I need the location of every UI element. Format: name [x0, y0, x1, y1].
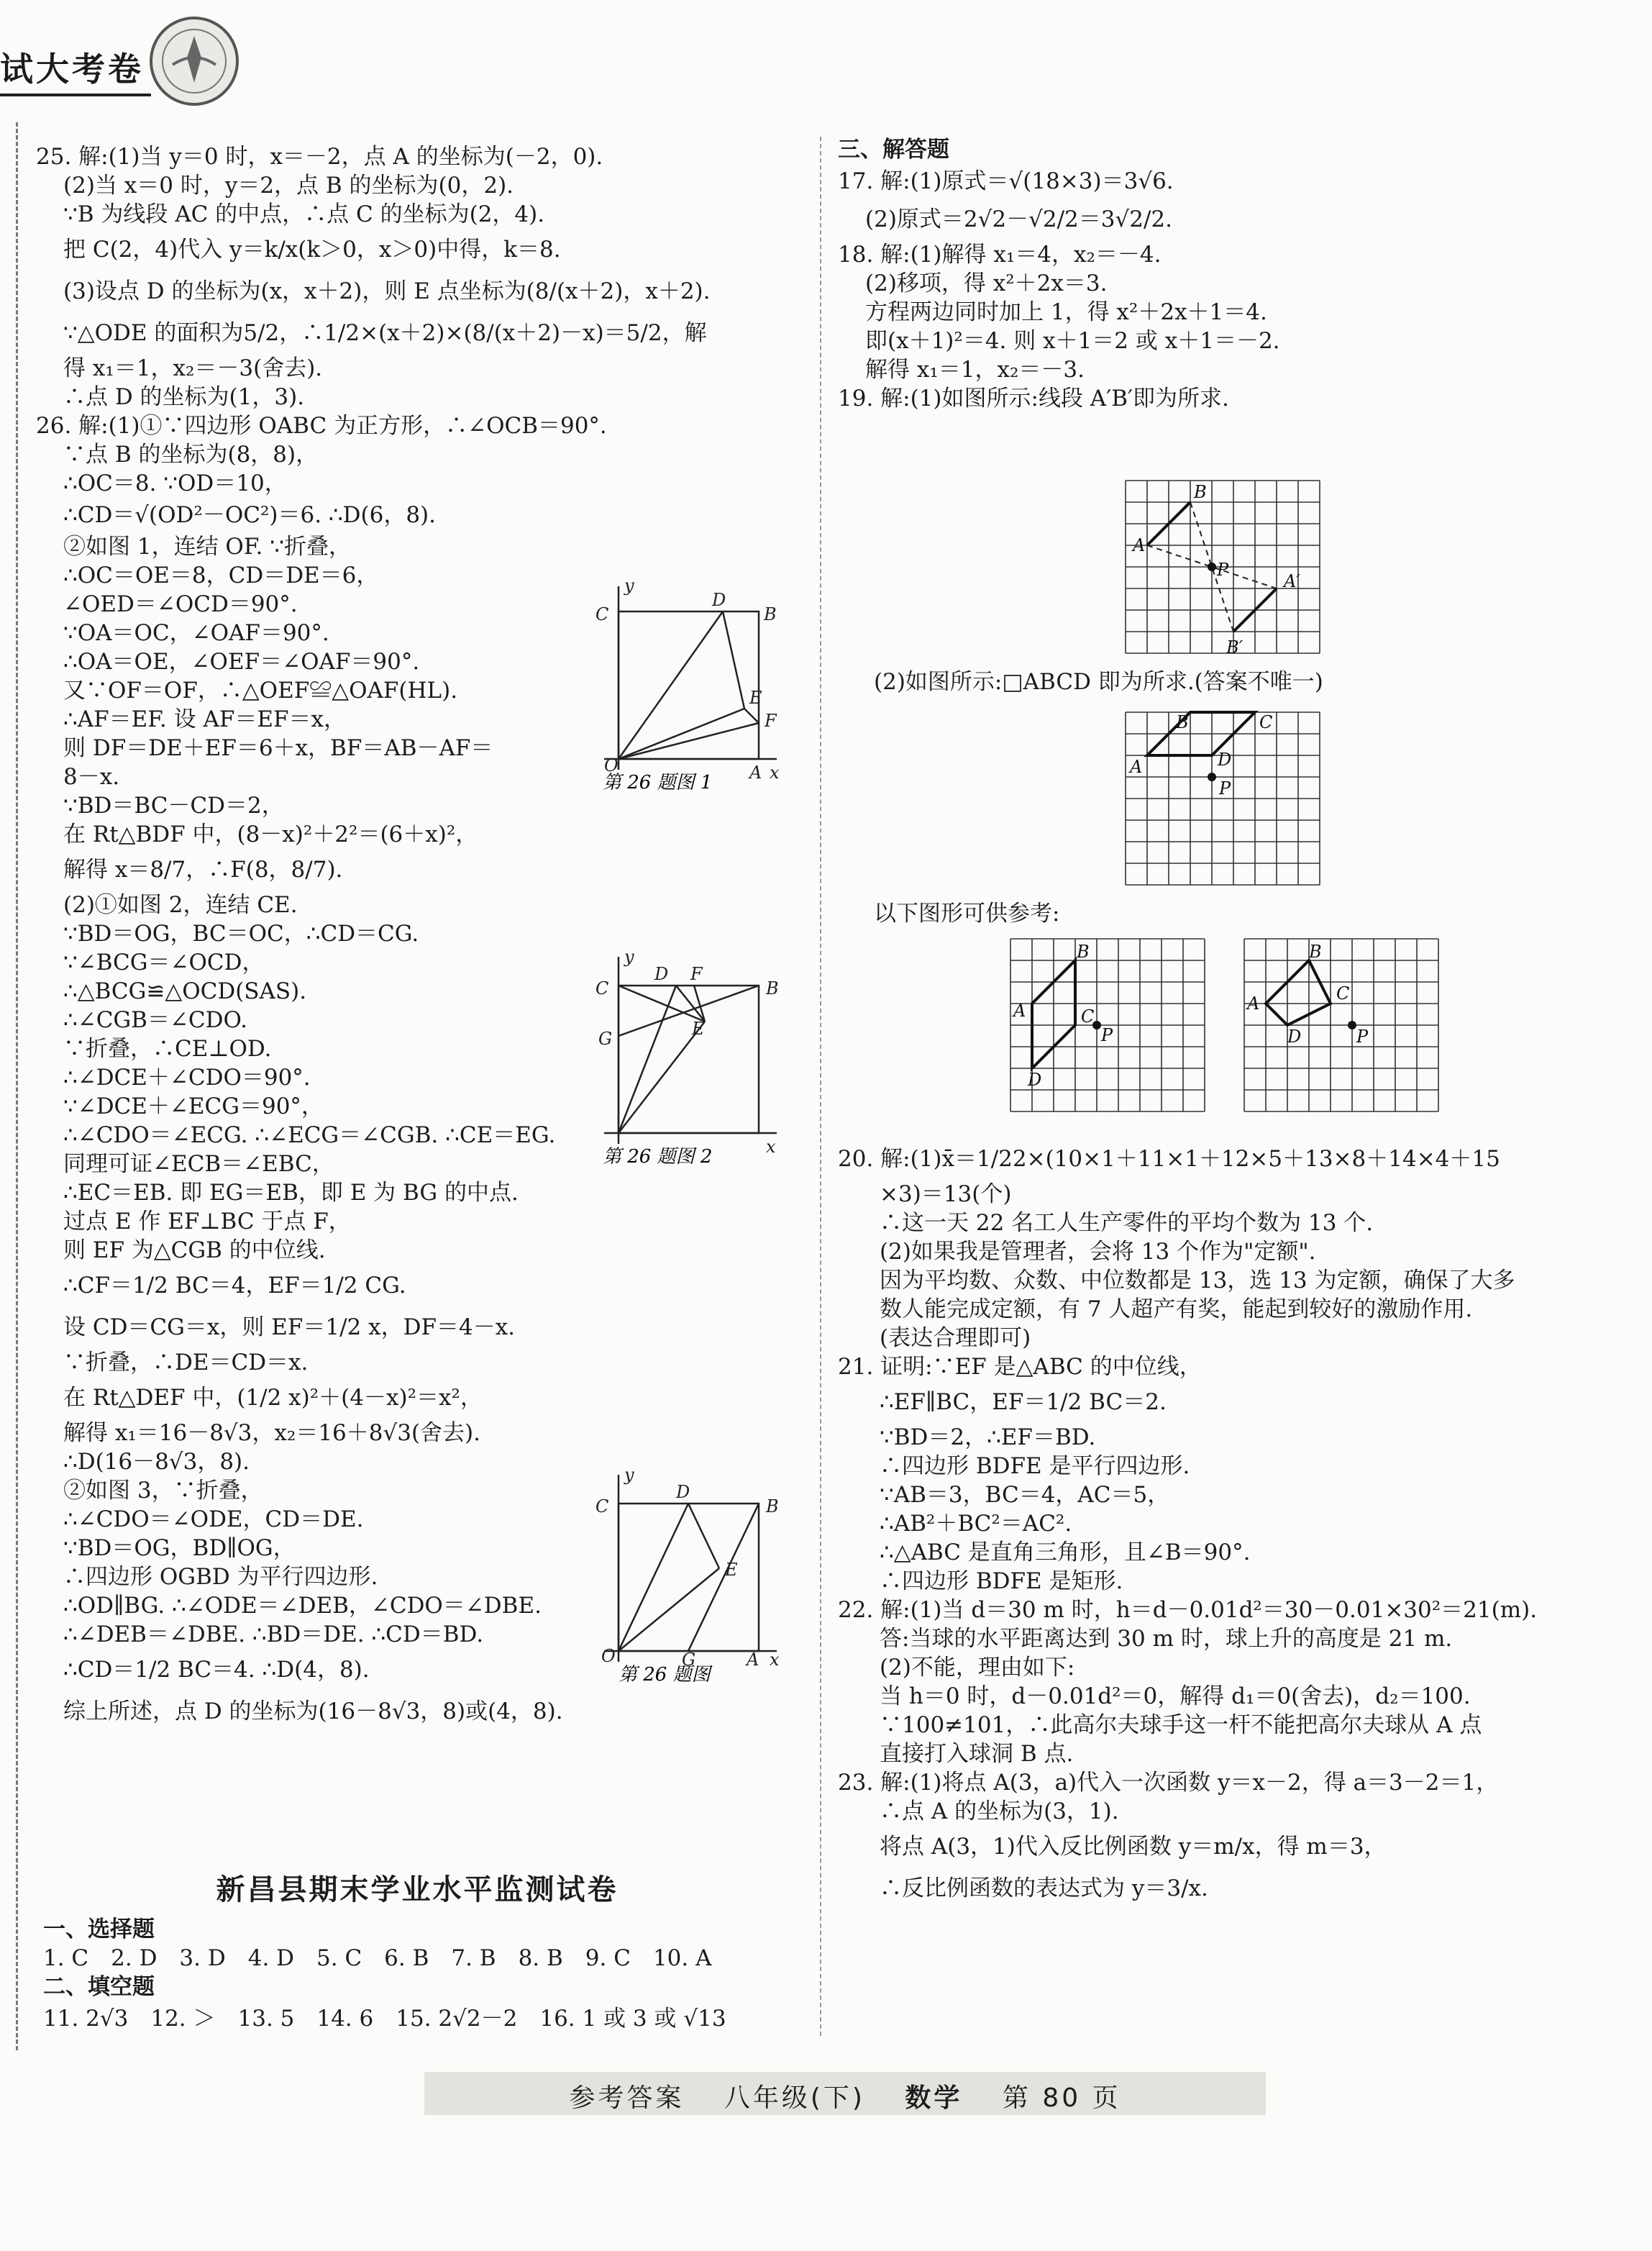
- answer-line: ∴AF＝EF. 设 AF＝EF＝x，: [63, 706, 347, 732]
- right-line-ref: [874, 899, 1629, 928]
- svg-text:B: B: [766, 978, 779, 999]
- svg-text:G: G: [598, 1029, 613, 1049]
- svg-text:B: B: [1176, 712, 1189, 732]
- answer-line: 又∵OF＝OF，∴△OEF≌△OAF(HL).: [63, 678, 458, 704]
- answer-line: ∵折叠，∴CE⊥OD.: [63, 1036, 272, 1062]
- svg-text:D: D: [712, 590, 726, 610]
- answer-line: 即(x＋1)²＝4. 则 x＋1＝2 或 x＋1＝－2.: [865, 328, 1280, 354]
- answer-line: 25. 解:(1)当 y＝0 时，x＝－2，点 A 的坐标为(－2，0).: [36, 144, 603, 170]
- answer-line: ∠OED＝∠OCD＝90°.: [63, 591, 298, 617]
- svg-text:C: C: [1081, 1006, 1095, 1027]
- answer-line: ∴△ABC 是直角三角形，且∠B＝90°.: [880, 1540, 1251, 1565]
- answer-line: ∵BD＝OG，BD∥OG，: [63, 1535, 296, 1561]
- figure-caption: 第 26 题图 2: [603, 1146, 713, 1165]
- answer-line: 答:当球的水平距离达到 30 m 时，球上升的高度是 21 m.: [880, 1626, 1453, 1652]
- answer-line: 则 DF＝DE＋EF＝6＋x，BF＝AB－AF＝: [63, 735, 493, 761]
- answer-line: 19. 解:(1)如图所示:线段 A′B′即为所求.: [838, 386, 1229, 411]
- svg-text:A: A: [1013, 1001, 1026, 1021]
- answer-line: ×3)＝13(个): [880, 1181, 1012, 1207]
- answer-line: ∵∠DCE＋∠ECG＝90°，: [63, 1093, 324, 1119]
- publisher-logo-icon: [147, 14, 241, 108]
- svg-text:x: x: [770, 1650, 780, 1670]
- answer-line: (3)设点 D 的坐标为(x，x＋2)，则 E 点坐标为(8/(x＋2)，x＋2).: [63, 278, 711, 304]
- answer-line: (2)如果我是管理者，会将 13 个作为"定额".: [880, 1239, 1316, 1265]
- svg-text:B: B: [1077, 942, 1090, 962]
- answer-line: 方程两边同时加上 1，得 x²＋2x＋1＝4.: [865, 299, 1267, 325]
- svg-text:F: F: [690, 964, 703, 984]
- answer-line: 把 C(2，4)代入 y＝k/x(k＞0，x＞0)中得，k＝8.: [63, 237, 561, 263]
- svg-text:P: P: [1101, 1025, 1113, 1045]
- svg-text:A′: A′: [1284, 571, 1300, 591]
- answer-line: 21. 证明:∵EF 是△ABC 的中位线，: [838, 1354, 1202, 1380]
- svg-text:x: x: [770, 763, 780, 783]
- exam-title: 新昌县期末学业水平监测试卷: [216, 1873, 619, 1906]
- answer-line: ∴△BCG≌△OCD(SAS).: [63, 978, 307, 1004]
- answer-line: ∵BD＝2，∴EF＝BD.: [880, 1424, 1096, 1450]
- answer-line: ∵∠BCG＝∠OCD，: [63, 950, 265, 976]
- svg-text:F: F: [765, 711, 777, 731]
- section-heading: 二、填空题: [43, 1974, 155, 2000]
- svg-text:y: y: [624, 950, 634, 967]
- answer-line: 18. 解:(1)解得 x₁＝4，x₂＝－4.: [838, 242, 1162, 268]
- svg-text:O: O: [604, 755, 619, 776]
- figure-26-1: [590, 576, 784, 791]
- section-heading: 三、解答题: [838, 137, 949, 163]
- figure-26-3: [590, 1468, 784, 1683]
- answer-line: ∴四边形 BDFE 是矩形.: [880, 1568, 1123, 1594]
- answer-line: ∴四边形 BDFE 是平行四边形.: [880, 1453, 1190, 1479]
- footer-page-number: 第 80 页: [1002, 2083, 1121, 2113]
- answer-line: ②如图 3，∵折叠，: [63, 1478, 263, 1504]
- answer-line: ∵BD＝BC－CD＝2，: [63, 793, 284, 819]
- answer-line: (2)当 x＝0 时，y＝2，点 B 的坐标为(0，2).: [63, 173, 514, 199]
- svg-text:A: A: [747, 1650, 759, 1670]
- answer-line: 解得 x₁＝16－8√3，x₂＝16＋8√3(舍去).: [63, 1420, 481, 1446]
- answer-line: 过点 E 作 EF⊥BC 于点 F，: [63, 1209, 351, 1234]
- column-divider: [820, 137, 821, 2036]
- svg-text:P: P: [1219, 778, 1231, 799]
- choice-answers: 1. C 2. D 3. D 4. D 5. C 6. B 7. B 8. B 9. C 10. A: [43, 1945, 712, 1971]
- answer-line: 设 CD＝CG＝x，则 EF＝1/2 x，DF＝4－x.: [63, 1314, 516, 1340]
- answer-line: ∵BD＝OG，BC＝OC，∴CD＝CG.: [63, 921, 419, 947]
- answer-line: (2)原式＝2√2－√2/2＝3√2/2.: [865, 206, 1172, 232]
- svg-text:E: E: [749, 688, 762, 708]
- svg-text:C: C: [595, 1496, 609, 1516]
- header-title: 试大考卷: [0, 50, 144, 88]
- svg-text:B: B: [766, 1496, 779, 1516]
- svg-text:y: y: [624, 576, 634, 596]
- answer-line: ∴EF∥BC，EF＝1/2 BC＝2.: [880, 1389, 1167, 1415]
- answer-line: 23. 解:(1)将点 A(3，a)代入一次函数 y＝x－2，得 a＝3－2＝1，: [838, 1770, 1499, 1796]
- footer-subject: 数学: [905, 2083, 963, 2113]
- answer-line: ∴OD∥BG. ∴∠ODE＝∠DEB，∠CDO＝∠DBE.: [63, 1593, 542, 1619]
- answer-line: 20. 解:(1)x̄＝1/22×(10×1＋11×1＋12×5＋13×8＋14×4＋15: [838, 1146, 1500, 1172]
- svg-text:O: O: [601, 1646, 616, 1666]
- answer-line: 综上所述，点 D 的坐标为(16－8√3，8)或(4，8).: [63, 1699, 563, 1724]
- answer-line: ∴D(16－8√3，8).: [63, 1449, 250, 1475]
- answer-line: 得 x₁＝1，x₂＝－3(舍去).: [63, 355, 323, 381]
- svg-text:E: E: [692, 1019, 705, 1039]
- answer-line: ∴点 D 的坐标为(1，3).: [63, 384, 305, 410]
- answer-line: ②如图 1，连结 OF. ∵折叠，: [63, 534, 351, 560]
- exam-short-answers: [43, 1915, 806, 2036]
- answer-line: 17. 解:(1)原式＝√(18×3)＝3√6.: [838, 168, 1174, 194]
- answer-line: ∴点 A 的坐标为(3，1).: [880, 1798, 1119, 1824]
- answer-line: ∴OC＝8. ∵OD＝10，: [63, 470, 287, 496]
- answer-line: ∴这一天 22 名工人生产零件的平均个数为 13 个.: [880, 1210, 1374, 1236]
- answer-line: ∴CD＝√(OD²－OC²)＝6. ∴D(6，8).: [63, 502, 436, 528]
- svg-text:D: D: [1287, 1027, 1302, 1047]
- answer-line: ∴∠DCE＋∠CDO＝90°.: [63, 1065, 311, 1091]
- svg-text:A: A: [1247, 993, 1260, 1014]
- svg-text:G: G: [682, 1650, 696, 1670]
- answer-line: ∴∠CDO＝∠ECG. ∴∠ECG＝∠CGB. ∴CE＝EG.: [63, 1122, 556, 1148]
- answer-line: 8－x.: [63, 764, 120, 790]
- footer-grade: 八年级(下): [724, 2083, 865, 2113]
- answer-line: (表达合理即可): [880, 1325, 1031, 1351]
- answer-line: ∵AB＝3，BC＝4，AC＝5，: [880, 1482, 1170, 1508]
- answer-line: ∵△ODE 的面积为5/2，∴1/2×(x＋2)×(8/(x＋2)－x)＝5/2，解: [63, 320, 707, 346]
- svg-text:A: A: [749, 763, 762, 783]
- answer-line: ∴CD＝1/2 BC＝4. ∴D(4，8).: [63, 1657, 370, 1683]
- answer-line: ∵B 为线段 AC 的中点，∴点 C 的坐标为(2，4).: [63, 201, 545, 227]
- answer-line: ∴四边形 OGBD 为平行四边形.: [63, 1564, 378, 1590]
- svg-text:E: E: [725, 1560, 738, 1580]
- answer-line: 26. 解:(1)①∵四边形 OABC 为正方形，∴∠OCB＝90°.: [36, 413, 607, 439]
- page-footer: [424, 2078, 1266, 2114]
- reference-grid-2: [1237, 932, 1446, 1119]
- answer-line: ∴EC＝EB. 即 EG＝EB，即 E 为 BG 的中点.: [63, 1180, 519, 1206]
- answer-line: (2)不能，理由如下:: [880, 1655, 1075, 1681]
- figure-caption: 第 26 题图 1: [603, 772, 713, 791]
- svg-text:D: D: [654, 964, 669, 984]
- grid-figure-19-1: [1118, 473, 1327, 660]
- svg-text:y: y: [624, 1468, 634, 1485]
- answer-line: (2)如图所示:□ABCD 即为所求.(答案不唯一): [874, 669, 1323, 695]
- svg-text:B: B: [764, 604, 777, 624]
- answer-line: (2)①如图 2，连结 CE.: [63, 892, 298, 918]
- answer-line: ∴CF＝1/2 BC＝4，EF＝1/2 CG.: [63, 1273, 406, 1299]
- svg-text:C: C: [595, 978, 609, 999]
- answer-line: 当 h＝0 时，d－0.01d²＝0，解得 d₁＝0(舍去)，d₂＝100.: [880, 1683, 1471, 1709]
- answer-line: ∴∠DEB＝∠DBE. ∴BD＝DE. ∴CD＝BD.: [63, 1622, 484, 1647]
- header-rule: [0, 94, 151, 96]
- svg-text:C: C: [1336, 983, 1350, 1004]
- answer-line: (2)移项，得 x²＋2x＝3.: [865, 270, 1108, 296]
- figure-26-2: [590, 950, 784, 1165]
- answer-line: 解得 x＝8/7，∴F(8，8/7).: [63, 857, 343, 883]
- answer-line: ∴∠CGB＝∠CDO.: [63, 1007, 247, 1033]
- answer-line: 直接打入球洞 B 点.: [880, 1741, 1074, 1767]
- svg-text:D: D: [676, 1482, 690, 1502]
- section-heading: 一、选择题: [43, 1916, 155, 1942]
- svg-text:A: A: [1130, 757, 1143, 777]
- figure-caption: 第 26 题图: [619, 1664, 711, 1683]
- right-line-19-2: [874, 668, 1629, 696]
- binding-cut-line: [16, 122, 18, 2050]
- answer-line: ∴OA＝OE，∠OEF＝∠OAF＝90°.: [63, 649, 420, 675]
- right-column-b: [838, 1138, 1636, 1909]
- svg-text:D: D: [1218, 750, 1232, 770]
- answer-line: 以下图形可供参考:: [874, 901, 1060, 927]
- answer-line: 在 Rt△BDF 中，(8－x)²＋2²＝(6＋x)²，: [63, 822, 478, 847]
- answer-line: ∴AB²＋BC²＝AC².: [880, 1511, 1072, 1537]
- answer-line: ∵点 B 的坐标为(8，8)，: [63, 442, 319, 468]
- right-column-a: [838, 135, 1636, 413]
- svg-text:P: P: [1217, 560, 1229, 580]
- answer-line: ∵OA＝OC，∠OAF＝90°.: [63, 620, 329, 646]
- answer-line: ∵折叠，∴DE＝CD＝x.: [63, 1350, 309, 1375]
- answer-line: 因为平均数、众数、中位数都是 13，选 13 为定额，确保了大多: [880, 1268, 1515, 1293]
- svg-text:A: A: [1133, 535, 1146, 555]
- svg-text:x: x: [766, 1137, 776, 1157]
- footer-label: 参考答案: [569, 2083, 685, 2113]
- grid-figure-19-2: [1118, 705, 1327, 892]
- answer-line: 同理可证∠ECB＝∠EBC，: [63, 1151, 334, 1177]
- svg-text:C: C: [1259, 712, 1273, 732]
- answer-line: 数人能完成定额，有 7 人超产有奖，能起到较好的激励作用.: [880, 1296, 1473, 1322]
- answer-line: ∴∠CDO＝∠ODE，CD＝DE.: [63, 1506, 364, 1532]
- svg-text:B′: B′: [1226, 637, 1243, 658]
- answer-line: 在 Rt△DEF 中，(1/2 x)²＋(4－x)²＝x²，: [63, 1385, 483, 1411]
- svg-text:B: B: [1194, 482, 1207, 502]
- answer-line: ∴OC＝OE＝8，CD＝DE＝6，: [63, 563, 379, 588]
- svg-text:B: B: [1309, 942, 1322, 962]
- svg-text:D: D: [1028, 1070, 1042, 1090]
- answer-line: 22. 解:(1)当 d＝30 m 时，h＝d－0.01d²＝30－0.01×30²＝21(m).: [838, 1597, 1538, 1623]
- answer-line: 则 EF 为△CGB 的中位线.: [63, 1237, 326, 1263]
- svg-text:P: P: [1356, 1027, 1369, 1047]
- answer-line: 解得 x₁＝1，x₂＝－3.: [865, 357, 1085, 383]
- fill-answers: 11. 2√3 12. ＞ 13. 5 14. 6 15. 2√2－2 16. 1 或 3 或 √13: [43, 2006, 726, 2032]
- answer-line: ∴反比例函数的表达式为 y＝3/x.: [880, 1875, 1208, 1901]
- svg-text:C: C: [595, 604, 609, 624]
- reference-grid-1: [1003, 932, 1212, 1119]
- answer-line: 将点 A(3，1)代入反比例函数 y＝m/x，得 m＝3，: [880, 1834, 1387, 1860]
- answer-line: ∵100≠101，∴此高尔夫球手这一杆不能把高尔夫球从 A 点: [880, 1712, 1482, 1738]
